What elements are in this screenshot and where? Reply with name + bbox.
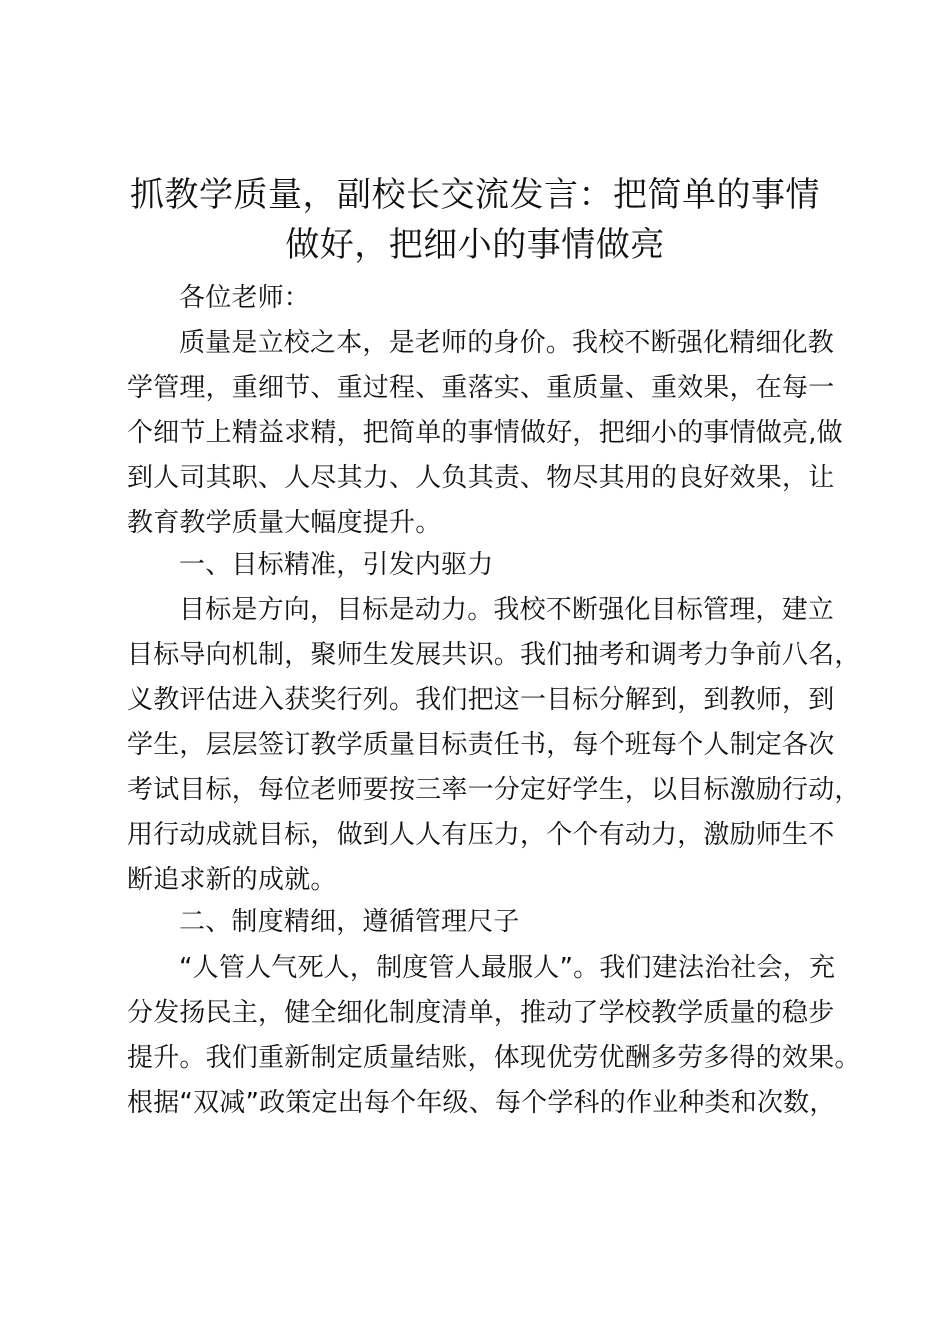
paragraph-line: 分发扬民主，健全细化制度清单，推动了学校教学质量的稳步 xyxy=(127,998,835,1028)
paragraph-line: 考试目标，每位老师要按三率一分定好学生，以目标激励行动， xyxy=(127,775,861,805)
paragraph-line: 教育教学质量大幅度提升。 xyxy=(127,508,442,538)
paragraph-line: 学生，层层签订教学质量目标责任书，每个班每个人制定各次 xyxy=(127,730,835,760)
document-title-line-2: 做好，把细小的事情做亮 xyxy=(285,225,665,265)
salutation: 各位老师： xyxy=(179,283,311,313)
paragraph-line: 学管理，重细节、重过程、重落实、重质量、重效果，在每一 xyxy=(127,373,835,403)
paragraph-line: 根据“双减”政策定出每个年级、每个学科的作业种类和次数， xyxy=(127,1088,836,1118)
paragraph-line: 断追求新的成就。 xyxy=(127,865,337,895)
paragraph-line: 提升。我们重新制定质量结账，体现优劳优酬多劳多得的效果。 xyxy=(127,1043,861,1073)
section-heading-2: 二、制度精细，遵循管理尺子 xyxy=(179,907,520,937)
paragraph-line: 个细节上精益求精，把简单的事情做好，把细小的事情做亮,做 xyxy=(127,418,843,448)
paragraph-line: 用行动成就目标，做到人人有压力，个个有动力，激励师生不 xyxy=(127,820,835,850)
paragraph-line: 质量是立校之本，是老师的身价。我校不断强化精细化教 xyxy=(179,328,835,358)
paragraph-line: 义教评估进入获奖行列。我们把这一目标分解到，到教师，到 xyxy=(127,685,835,715)
paragraph-line: “人管人气死人，制度管人最服人”。我们建法治社会，充 xyxy=(179,953,836,983)
section-heading-1: 一、目标精准，引发内驱力 xyxy=(179,550,494,580)
paragraph-line: 到人司其职、人尽其力、人负其责、物尽其用的良好效果，让 xyxy=(127,463,835,493)
paragraph-line: 目标是方向，目标是动力。我校不断强化目标管理，建立 xyxy=(179,595,835,625)
document-title-line-1: 抓教学质量，副校长交流发言：把简单的事情 xyxy=(130,175,820,215)
paragraph-line: 目标导向机制，聚师生发展共识。我们抽考和调考力争前八名， xyxy=(127,640,861,670)
